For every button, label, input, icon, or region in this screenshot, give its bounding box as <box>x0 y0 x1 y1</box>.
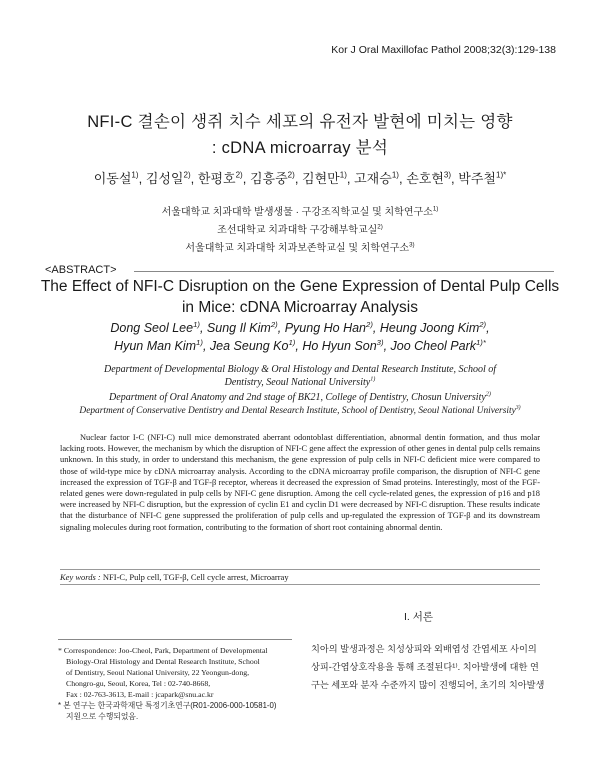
english-authors-line-2 <box>0 339 600 353</box>
english-affiliation-line-1: Department of Developmental Biology & Oral Histology and Dental Research Institute, School of <box>103 364 497 375</box>
keywords-bottom-rule <box>60 584 540 585</box>
keywords-text: NFI-C, Pulp cell, TGF-β, Cell cycle arrest, Microarray <box>102 572 289 582</box>
korean-author-4 <box>250 171 302 186</box>
korean-author-affiliation-mark: 1)* <box>495 170 507 180</box>
english-author-1 <box>114 339 210 353</box>
korean-author-name: 고재승 <box>354 171 392 186</box>
english-author-separator: , <box>202 339 210 353</box>
body-text-line-2: 상피-간엽상호작용을 통해 조절된다¹⁾. 치아발생에 대한 연 <box>311 662 539 672</box>
english-affiliation-line-3: Department of Oral Anatomy and 2nd stage of BK21, College of Dentistry, Chosun University$^{2)}$ <box>109 390 491 403</box>
english-author-name: Joo Cheol Park <box>390 339 476 353</box>
footnote-divider <box>58 639 292 640</box>
english-author-affiliation-mark: 1) <box>288 337 296 347</box>
english-author-name: Ho Hyun Son <box>302 339 377 353</box>
korean-author-name: 손호현 <box>406 171 444 186</box>
english-author-affiliation-mark: 2) <box>366 319 373 329</box>
korean-author-name: 김흥중 <box>249 171 288 186</box>
korean-author-affiliation-mark: 1) <box>131 170 139 180</box>
abstract-body: Nuclear factor I-C (NFI-C) null mice demonstrated aberrant odontoblast differentiation, abnormal dentin formation, and thus molar lacking roots. However, the mechanism by which the disruption of NFI-C gene affect the expression of other genes in dental pulp cells remains unknown. In this study, in order to understand this mechanism, the gene expression of pulp cells in NFI-C deficient mice were compared to those of wild-type mice by cDNA microarray analysis. According to the cDNA microarray profile comparison, the disruption of NFI-C gene increased the expression of TGF-β and TGF-β receptor, whereas it decreased the expression of Smad proteins. Interestingly, most of the FGF-related genes were down-regulated in pulp cells by NFI-C gene disruption. Among the cell cycle-related genes, the expression of p16 and p18 were increased by NFI-C disruption, but the expression of cyclin E1 and cyclin D1 were decreased by NFI-C disruption. These results indicate that the disturbance of NFI-C gene suppressed the proliferation of pulp cells and up-regulated the expression of TGF-β and its downstream signaling molecules during root formation, contributing to the formation of short root containing abnormal dentin. <box>60 433 541 532</box>
korean-author-affiliation-mark: 2) <box>235 170 243 180</box>
english-author-4 <box>380 321 490 335</box>
english-authors-line-1 <box>0 321 600 335</box>
korean-affiliation-3: 서울대학교 치과대학 치과보존학교실 및 치학연구소$^{3)}$ <box>185 241 415 254</box>
korean-author-list <box>0 168 600 187</box>
korean-author-affiliation-mark: 1) <box>391 170 399 180</box>
english-author-name: Jea Seung Ko <box>209 339 289 353</box>
korean-author-name: 김현만 <box>302 171 340 186</box>
english-title-line-2: in Mice: cDNA Microarray Analysis <box>181 299 418 316</box>
english-author-separator: , <box>199 321 207 335</box>
funding-line-2: 지원으로 수행되었음. <box>66 712 139 721</box>
korean-affiliation-2: 조선대학교 치과대학 구강해부학교실$^{2)}$ <box>217 223 383 236</box>
correspondence-line-3: of Dentistry, Seoul National University, 22 Yeongun-dong, <box>66 668 250 677</box>
body-text-line-1: 치아의 발생과정은 치성상피와 외배엽성 간엽세포 사이의 <box>311 644 537 654</box>
english-author-separator: , <box>372 321 380 335</box>
english-author-4 <box>391 339 486 353</box>
correspondence-line-4: Chongro-gu, Seoul, Korea, Tel : 02-740-8668, <box>66 679 211 688</box>
english-author-affiliation-mark: 2) <box>270 319 278 329</box>
english-affiliation-line-4: Department of Conservative Dentistry and Dental Research Institute, School of Dentistry, Seoul National University$^{3)}$ <box>79 404 521 416</box>
korean-author-8 <box>458 171 506 186</box>
korean-author-affiliation-mark: 2) <box>183 170 191 180</box>
english-author-name: Heung Joong Kim <box>379 321 480 335</box>
korean-author-2 <box>146 171 198 186</box>
english-author-1 <box>110 321 207 335</box>
section-heading: I. 서론 <box>404 611 434 623</box>
korean-author-separator: , <box>346 171 355 186</box>
korean-author-separator: , <box>138 171 146 186</box>
korean-title-line-1: NFI-C 결손이 생쥐 치수 세포의 유전자 발현에 미치는 영향 <box>87 113 513 131</box>
english-author-name: Dong Seol Lee <box>110 321 194 335</box>
korean-author-name: 김성일 <box>145 171 184 186</box>
english-author-separator: , <box>486 321 490 335</box>
abstract-label: <ABSTRACT> <box>45 264 117 276</box>
english-author-3 <box>285 321 380 335</box>
keywords-label: Key words : <box>60 572 101 582</box>
korean-author-affiliation-mark: 2) <box>287 170 295 180</box>
korean-author-separator: , <box>190 171 198 186</box>
english-author-affiliation-mark: 1) <box>196 337 203 347</box>
english-author-name: Pyung Ho Han <box>284 321 367 335</box>
body-text-line-3: 구는 세포와 분자 수준까지 많이 진행되어, 초기의 치아발생 <box>311 680 545 690</box>
korean-author-7 <box>406 171 458 186</box>
english-title-line-1: The Effect of NFI-C Disruption on the Gene Expression of Dental Pulp Cells <box>40 278 560 295</box>
english-author-2 <box>207 321 285 335</box>
english-author-affiliation-mark: 1) <box>193 319 200 329</box>
korean-title-line-2: : cDNA microarray 분석 <box>211 139 389 157</box>
korean-author-affiliation-mark: 1) <box>339 170 347 180</box>
english-author-name: Hyun Man Kim <box>114 339 197 353</box>
korean-author-separator: , <box>242 171 250 186</box>
funding-line-1: * 본 연구는 한국과학재단 특정기초연구(R01-2006-000-10581-0) <box>58 701 277 710</box>
keywords-top-rule <box>60 569 540 570</box>
english-author-affiliation-mark: 3) <box>376 337 384 347</box>
correspondence-line-2: Biology-Oral Histology and Dental Research Institute, School <box>66 657 260 666</box>
korean-author-3 <box>198 171 250 186</box>
korean-affiliation-1: 서울대학교 치과대학 발생생물 · 구강조직학교실 및 치학연구소$^{1)}$ <box>161 205 439 218</box>
english-author-separator: , <box>277 321 285 335</box>
korean-author-separator: , <box>294 171 303 186</box>
korean-author-affiliation-mark: 3) <box>443 170 452 180</box>
correspondence-line-1: * Correspondence: Joo-Cheol, Park, Department of Developmental <box>58 646 268 655</box>
korean-author-5 <box>302 171 354 186</box>
abstract-divider <box>134 271 554 272</box>
english-author-affiliation-mark: 1)* <box>476 337 486 347</box>
english-affiliation-line-2: Dentistry, Seoul National University$^{1)}$ <box>224 375 376 388</box>
english-author-affiliation-mark: 2) <box>479 319 487 329</box>
korean-author-separator: , <box>451 171 459 186</box>
korean-author-separator: , <box>398 171 407 186</box>
korean-author-6 <box>354 171 406 186</box>
english-author-name: Sung Il Kim <box>206 321 271 335</box>
english-author-2 <box>210 339 302 353</box>
keywords <box>60 572 289 582</box>
correspondence-line-5: Fax : 02-763-3613, E-mail : jcapark@snu.ac.kr <box>66 690 214 699</box>
english-author-separator: , <box>295 339 303 353</box>
korean-author-name: 한평호 <box>197 171 236 186</box>
korean-author-name: 이동설 <box>93 171 132 186</box>
korean-author-1 <box>94 171 146 186</box>
english-author-3 <box>302 339 390 353</box>
korean-author-name: 박주철 <box>458 171 496 186</box>
journal-citation: Kor J Oral Maxillofac Pathol 2008;32(3):129-138 <box>331 44 556 56</box>
english-author-separator: , <box>383 339 391 353</box>
